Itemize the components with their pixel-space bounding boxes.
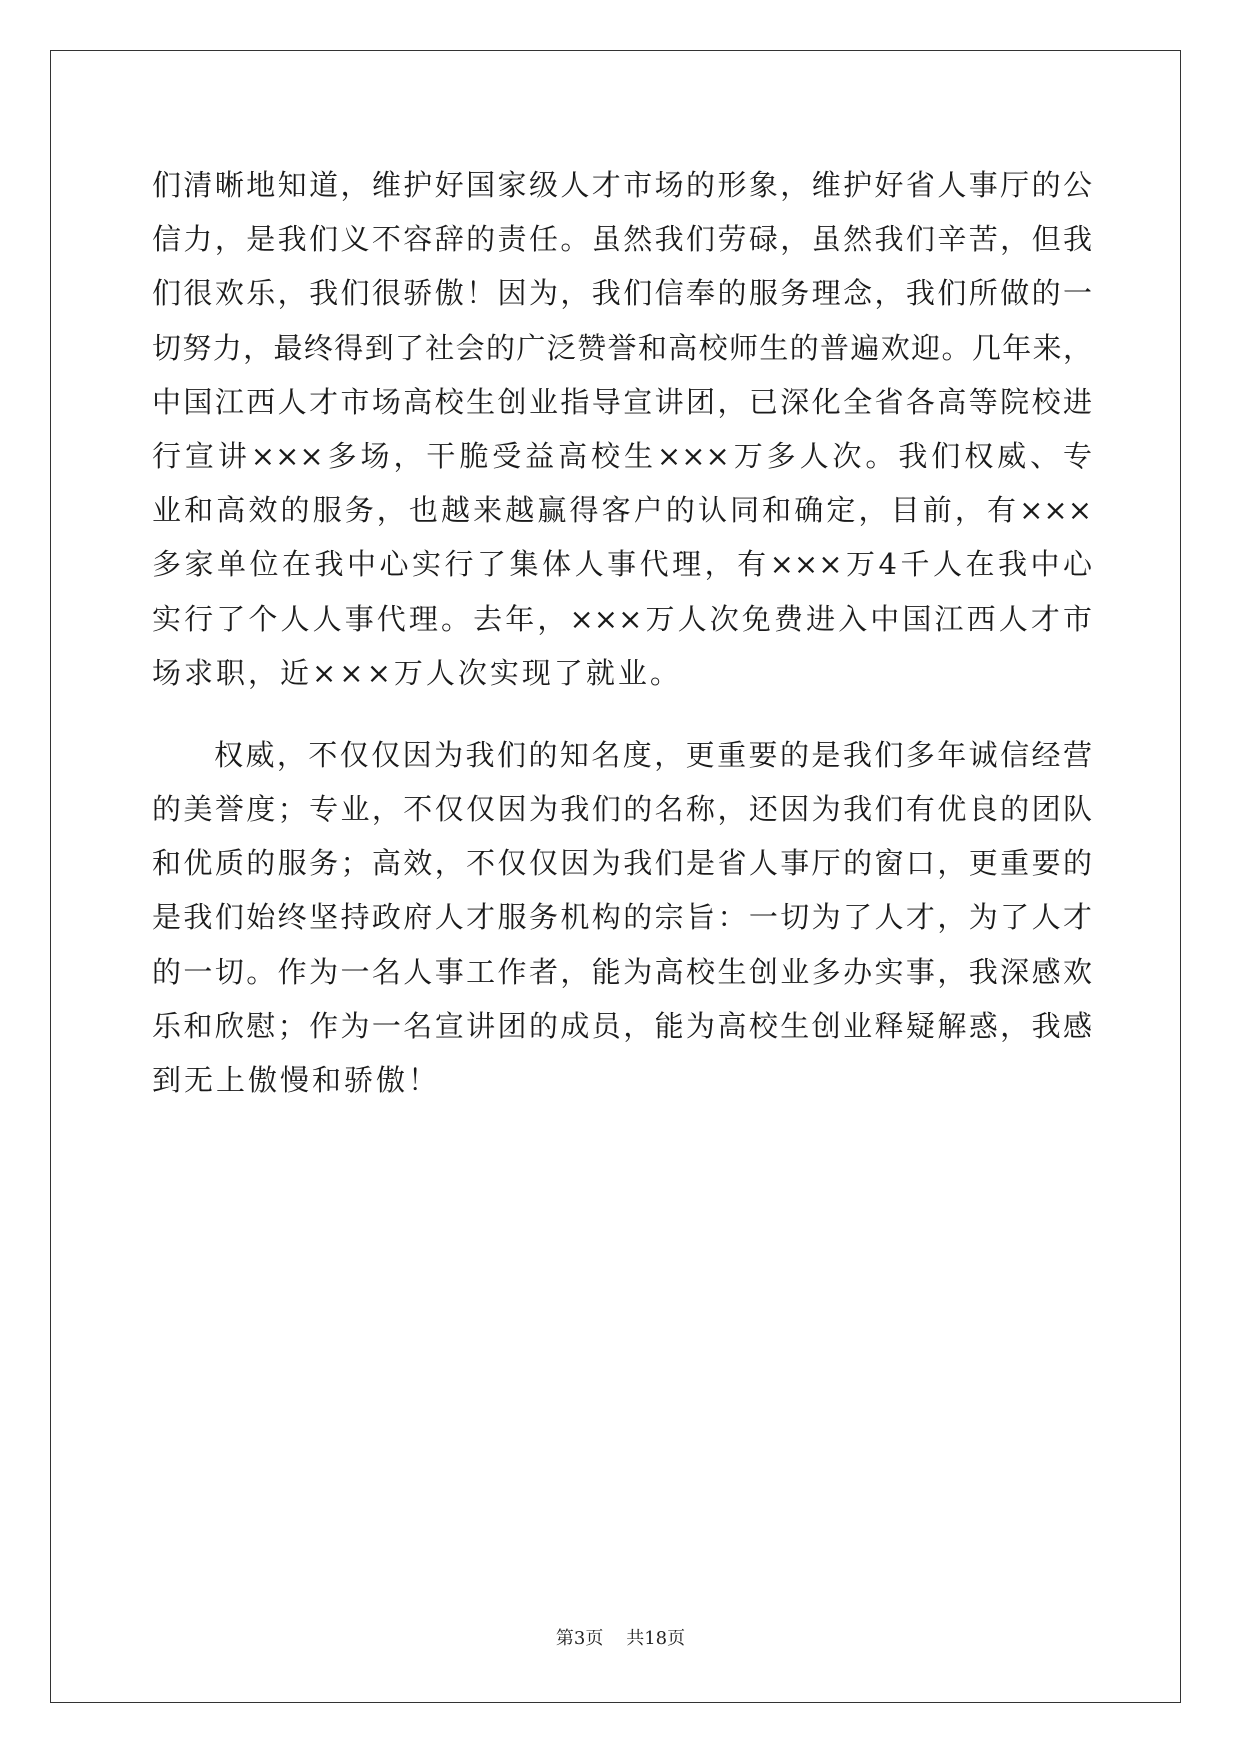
text-line: 行宣讲×××多场，干脆受益高校生×××万多人次。我们权威、专 [152,438,1092,473]
text-line: 切努力，最终得到了社会的广泛赞誉和高校师生的普遍欢迎。几年来， [152,330,1092,365]
text-line: 多家单位在我中心实行了集体人事代理，有×××万4千人在我中心 [152,547,1092,582]
text-line: 信力，是我们义不容辞的责任。虽然我们劳碌，虽然我们辛苦，但我 [152,222,1092,257]
paragraph-1 [152,158,1092,700]
text-line: 的一切。作为一名人事工作者，能为高校生创业多办实事，我深感欢 [152,954,1092,989]
page-footer [0,1624,1241,1650]
text-line: 到无上傲慢和骄傲！ [152,1063,441,1097]
text-line: 们很欢乐，我们很骄傲！因为，我们信奉的服务理念，我们所做的一 [152,276,1092,311]
text-line: 实行了个人人事代理。去年，×××万人次免费进入中国江西人才市 [152,601,1092,636]
text-line: 的美誉度；专业，不仅仅因为我们的名称，还因为我们有优良的团队 [152,792,1092,827]
text-line: 是我们始终坚持政府人才服务机构的宗旨：一切为了人才，为了人才 [152,900,1092,935]
text-line: 权威，不仅仅因为我们的知名度，更重要的是我们多年诚信经营 [214,737,1092,772]
text-line: 中国江西人才市场高校生创业指导宣讲团，已深化全省各高等院校进 [152,384,1092,419]
text-line: 乐和欣慰；作为一名宣讲团的成员，能为高校生创业释疑解惑，我感 [152,1008,1092,1043]
text-line: 们清晰地知道，维护好国家级人才市场的形象，维护好省人事厅的公 [152,168,1092,202]
page-number: 第3页 [555,1628,604,1649]
text-line: 和优质的服务；高效，不仅仅因为我们是省人事厅的窗口，更重要的 [152,846,1092,881]
text-line: 业和高效的服务，也越来越赢得客户的认同和确定，目前，有××× [152,493,1092,528]
document-body [152,158,1092,1107]
page-total: 共18页 [626,1628,686,1649]
text-line: 场求职，近×××万人次实现了就业。 [152,655,682,690]
paragraph-2 [152,728,1092,1107]
